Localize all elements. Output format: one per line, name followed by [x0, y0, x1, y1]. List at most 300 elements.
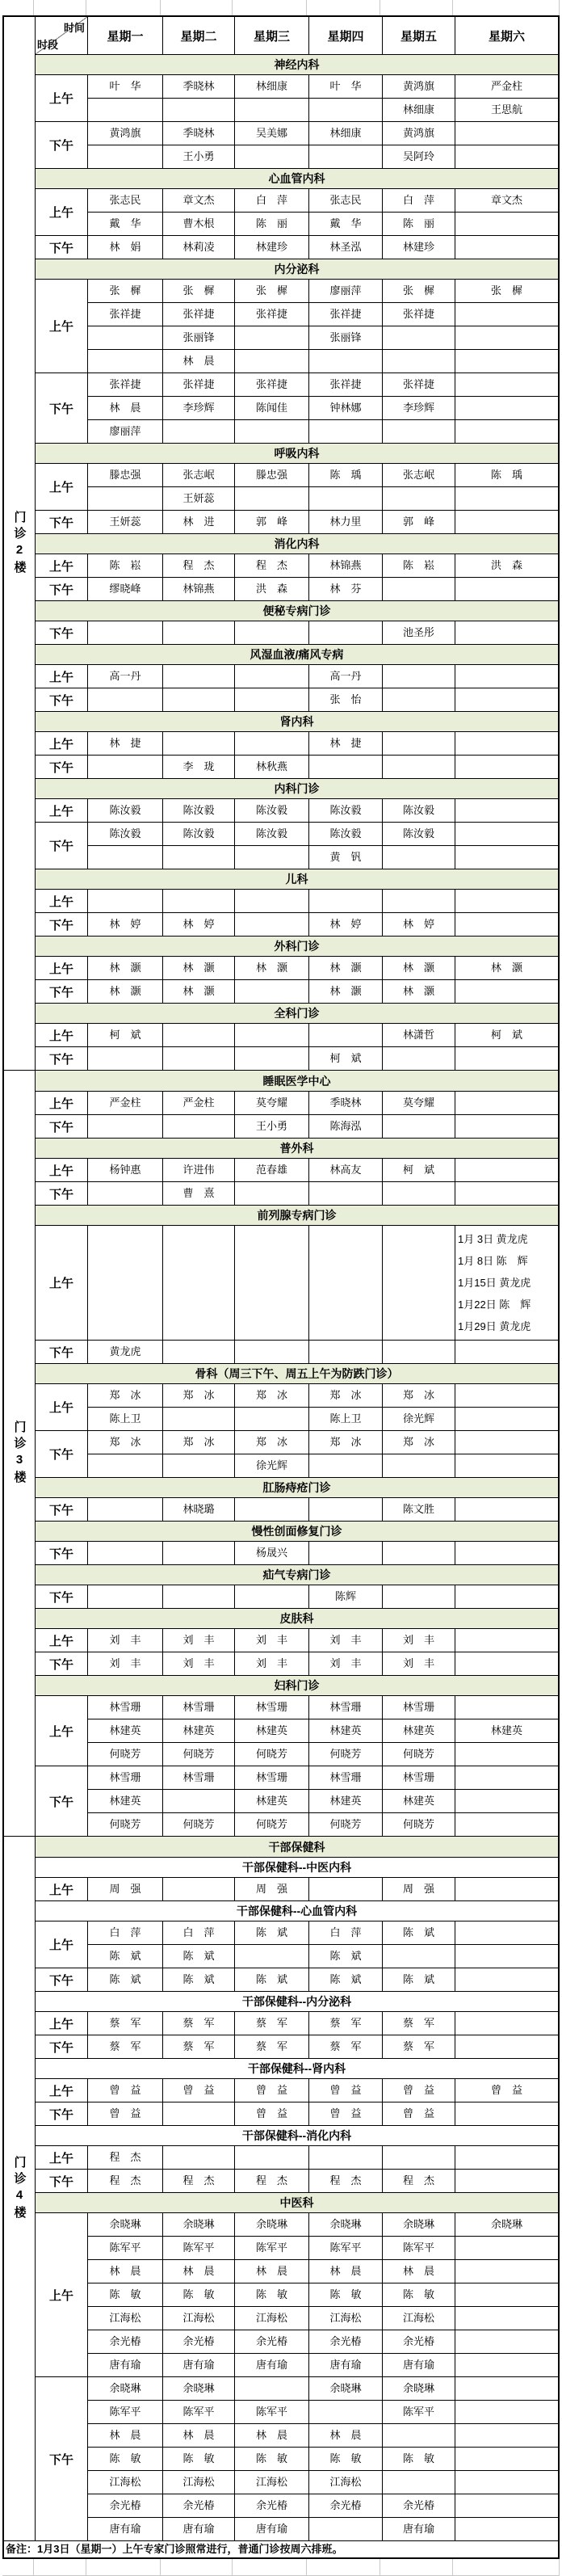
doctor-name-cell: 郑 冰 — [109, 1436, 141, 1448]
footnote: 备注：1月3日（星期一）上午专家门诊照常进行，普通门诊按周六排班。 — [4, 2540, 558, 2557]
doctor-name-cell: 林潇哲 — [382, 1024, 455, 1046]
schedule-cell-empty — [308, 2401, 382, 2423]
schedule-row — [88, 75, 558, 98]
schedule-cell-empty — [455, 1652, 558, 1675]
grid-cell — [34, 0, 86, 15]
period-label: 下午 — [36, 1766, 88, 1836]
spreadsheet-bottom-row — [2, 2559, 560, 2576]
period-rows — [88, 890, 558, 912]
doctor-name-cell: 白 萍 — [234, 189, 308, 212]
doctor-name-cell: 王小勇 — [162, 145, 234, 168]
schedule-row — [88, 756, 558, 778]
schedule-cell-empty — [382, 1945, 455, 1968]
schedule-cell-empty — [308, 2146, 382, 2169]
schedule-cell-empty — [308, 1024, 382, 1046]
doctor-name-cell: 林晓璐 — [162, 1498, 234, 1521]
period-label: 下午 — [36, 1968, 88, 1991]
doctor-name-cell: 陈汝毅 — [109, 804, 141, 816]
schedule-row — [88, 1878, 558, 1900]
schedule-row — [88, 1092, 558, 1114]
schedule-cell-empty — [382, 665, 455, 688]
period-block — [36, 621, 558, 644]
doctor-name-cell: 程 杰 — [109, 2151, 141, 2163]
doctor-name-cell: 林雪珊 — [308, 1696, 382, 1719]
schedule-cell-empty — [308, 756, 382, 778]
doctor-name-cell: 张祥捷 — [234, 303, 308, 326]
doctor-name-cell: 郑 冰 — [308, 1431, 382, 1454]
section-title: 干部保健科--内分泌科 — [36, 1991, 558, 2011]
doctor-name-cell: 张志岷 — [162, 464, 234, 486]
date-doctor-line: 1月15日 黄龙虎 — [458, 1277, 531, 1289]
doctor-name-cell: 蔡 军 — [109, 2040, 141, 2052]
doctor-name-cell: 江海松 — [308, 2471, 382, 2494]
schedule-row — [88, 845, 558, 869]
doctor-name-cell: 叶 华 — [109, 80, 141, 92]
doctor-name-cell: 蔡 军 — [162, 2012, 234, 2035]
section-title: 外科门诊 — [36, 936, 558, 956]
doctor-name-cell: 杨晟兴 — [234, 1542, 308, 1564]
period-block — [36, 2102, 558, 2125]
period-rows — [88, 122, 558, 168]
schedule-cell-empty — [162, 1585, 234, 1608]
doctor-name-cell: 张志民 — [308, 189, 382, 212]
schedule-cell-empty — [455, 2330, 558, 2353]
doctor-name-cell: 张祥捷 — [234, 373, 308, 396]
period-rows — [88, 1498, 558, 1521]
schedule-cell-empty — [234, 1945, 308, 1968]
doctor-name-cell: 陈 斌 — [162, 1945, 234, 1968]
doctor-name-cell: 林建英 — [234, 1790, 308, 1812]
schedule-cell-empty — [455, 122, 558, 145]
period-rows — [88, 2102, 558, 2125]
doctor-name-cell: 张丽锋 — [308, 326, 382, 349]
doctor-name-cell: 余光椿 — [234, 2494, 308, 2517]
doctor-name-cell: 陈 敏 — [308, 2448, 382, 2470]
doctor-name-cell: 曾 益 — [382, 2102, 455, 2125]
floor-content — [36, 17, 558, 1070]
doctor-name-cell: 陈汝毅 — [109, 827, 141, 840]
grid-cell — [380, 2559, 453, 2575]
schedule-row — [88, 326, 558, 349]
schedule-row — [88, 2423, 558, 2447]
schedule-cell-empty — [382, 1226, 455, 1340]
period-label: 下午 — [36, 980, 88, 1003]
schedule-cell-empty — [162, 420, 234, 443]
period-rows — [88, 280, 558, 373]
period-rows — [88, 189, 558, 235]
doctor-name-cell: 余光椿 — [109, 2499, 141, 2511]
doctor-name-cell: 张祥捷 — [382, 303, 455, 326]
doctor-name-cell: 林 婷 — [162, 913, 234, 936]
schedule-cell-empty — [234, 1226, 308, 1340]
doctor-name-cell: 程 杰 — [382, 2170, 455, 2192]
section-title: 消化内科 — [36, 533, 558, 554]
schedule-cell-empty — [162, 1790, 234, 1812]
schedule-cell-empty — [455, 326, 558, 349]
schedule-row — [88, 1384, 558, 1407]
schedule-row — [88, 280, 558, 302]
doctor-name-cell: 高一丹 — [109, 670, 141, 682]
doctor-name-cell: 柯 斌 — [308, 1047, 382, 1070]
section-title: 便秘专病门诊 — [36, 600, 558, 621]
schedule-cell-empty — [234, 688, 308, 711]
doctor-name-cell: 陈汝毅 — [162, 823, 234, 845]
period-label: 下午 — [36, 1115, 88, 1138]
doctor-name-cell: 林 捷 — [109, 737, 141, 749]
doctor-name-cell: 余晓琳 — [109, 2218, 141, 2230]
period-block — [36, 1383, 558, 1430]
period-block — [36, 1921, 558, 1968]
doctor-name-cell: 程 杰 — [234, 554, 308, 577]
period-block — [36, 577, 558, 600]
doctor-name-cell: 黄鸿旗 — [382, 75, 455, 98]
schedule-cell-empty — [234, 1585, 308, 1608]
schedule-cell-empty — [455, 2424, 558, 2447]
period-label: 上午 — [36, 464, 88, 510]
period-block — [36, 755, 558, 778]
schedule-cell-empty — [382, 1542, 455, 1564]
date-doctor-line: 1月29日 黄龙虎 — [458, 1320, 531, 1332]
section-title: 心血管内科 — [36, 168, 558, 188]
corner-label-time: 时间 — [63, 22, 85, 34]
schedule-cell-empty — [455, 756, 558, 778]
schedule-cell-empty — [234, 326, 308, 349]
period-label: 上午 — [36, 2012, 88, 2035]
period-label: 上午 — [36, 1878, 88, 1900]
floor-label-4F: 门诊4楼 — [4, 1836, 36, 2540]
doctor-name-cell: 余晓琳 — [382, 2213, 455, 2236]
doctor-name-cell: 季晓林 — [308, 1092, 382, 1114]
doctor-name-cell: 陈军平 — [109, 2241, 141, 2254]
doctor-name-cell: 陈 斌 — [234, 1968, 308, 1991]
doctor-name-cell: 林建英 — [234, 1719, 308, 1742]
schedule-cell-empty — [234, 2377, 308, 2400]
doctor-name-cell: 廖丽萍 — [109, 425, 141, 437]
period-label: 上午 — [36, 732, 88, 755]
period-rows — [88, 756, 558, 778]
period-rows — [88, 621, 558, 644]
doctor-name-cell: 戴 华 — [109, 217, 141, 229]
period-block — [36, 1695, 558, 1766]
doctor-name-cell: 林 灏 — [109, 962, 141, 974]
doctor-name-cell: 陈闻佳 — [234, 397, 308, 419]
period-label: 上午 — [36, 1384, 88, 1430]
schedule-cell-empty — [308, 145, 382, 168]
doctor-name-cell: 张 樨 — [382, 280, 455, 302]
schedule-cell-empty — [455, 2518, 558, 2540]
doctor-name-cell: 林雪珊 — [382, 1696, 455, 1719]
schedule-cell-empty — [455, 1945, 558, 1968]
schedule-row — [88, 2470, 558, 2494]
period-rows — [88, 75, 558, 121]
doctor-name-cell: 陈 敏 — [382, 2283, 455, 2306]
schedule-cell-empty — [382, 846, 455, 869]
doctor-name-cell: 余晓琳 — [234, 2213, 308, 2236]
schedule-cell-empty — [308, 420, 382, 443]
doctor-name-cell: 黄鸿旗 — [109, 127, 141, 139]
doctor-name-cell: 陈辉 — [308, 1585, 382, 1608]
doctor-name-cell: 余晓琳 — [162, 2377, 234, 2400]
schedule-cell-empty — [382, 2424, 455, 2447]
doctor-name-cell: 张 樨 — [234, 280, 308, 302]
doctor-name-cell: 唐有瑜 — [109, 2523, 141, 2535]
schedule-cell-empty — [234, 1498, 308, 1521]
doctor-name-cell: 林 灏 — [162, 957, 234, 979]
section-title: 骨科（周三下午、周五上午为防跌门诊） — [36, 1363, 558, 1383]
doctor-name-cell: 刘 丰 — [382, 1629, 455, 1652]
doctor-name-cell: 陈 丽 — [234, 213, 308, 235]
schedule-row — [88, 302, 558, 326]
doctor-name-cell: 林 灏 — [234, 957, 308, 979]
doctor-name-cell: 陈汝毅 — [234, 823, 308, 845]
schedule-row — [88, 1498, 558, 1521]
period-label: 上午 — [36, 189, 88, 235]
schedule-cell-empty — [382, 756, 455, 778]
schedule-row — [88, 1812, 558, 1836]
schedule-cell-empty — [455, 1790, 558, 1812]
doctor-name-cell: 林建英 — [308, 1719, 382, 1742]
schedule-cell-empty — [455, 846, 558, 869]
doctor-name-cell: 林雪珊 — [382, 1766, 455, 1789]
schedule-cell-empty — [455, 621, 558, 644]
schedule-cell-empty — [455, 1743, 558, 1766]
schedule-cell-empty — [455, 2237, 558, 2259]
period-label: 下午 — [36, 1341, 88, 1363]
doctor-name-cell: 张志民 — [109, 194, 141, 206]
schedule-row — [88, 578, 558, 600]
schedule-row — [88, 2353, 558, 2376]
doctor-name-cell: 王妍蕊 — [109, 516, 141, 528]
period-block — [36, 2035, 558, 2058]
schedule-cell-empty — [162, 1024, 234, 1046]
doctor-name-cell: 洪 森 — [234, 578, 308, 600]
schedule-cell-empty — [234, 1047, 308, 1070]
doctor-name-cell: 林雪珊 — [109, 1701, 141, 1713]
doctor-name-cell: 曹 熹 — [162, 1182, 234, 1205]
doctor-name-cell: 蔡 军 — [308, 2012, 382, 2035]
doctor-name-cell: 程 杰 — [162, 2170, 234, 2192]
schedule-cell-empty — [88, 145, 162, 168]
schedule-cell-empty — [308, 1182, 382, 1205]
doctor-name-cell: 刘 丰 — [109, 1657, 141, 1669]
period-block — [36, 554, 558, 577]
period-rows — [88, 1652, 558, 1675]
doctor-name-cell: 余晓琳 — [382, 2377, 455, 2400]
schedule-row — [88, 189, 558, 212]
doctor-name-cell: 林 晨 — [308, 2260, 382, 2283]
period-rows — [88, 1968, 558, 1991]
schedule-cell-empty — [308, 621, 382, 644]
doctor-name-cell: 何晓芳 — [162, 1743, 234, 1766]
schedule-cell-empty — [455, 1498, 558, 1521]
schedule-cell-empty — [455, 213, 558, 235]
doctor-name-cell: 余晓琳 — [308, 2377, 382, 2400]
period-rows — [88, 1585, 558, 1608]
schedule-cell-empty — [455, 303, 558, 326]
period-rows — [88, 554, 558, 577]
schedule-cell-empty — [455, 665, 558, 688]
doctor-name-cell: 张祥捷 — [308, 303, 382, 326]
schedule-cell-empty — [455, 2170, 558, 2192]
schedule-row — [88, 1454, 558, 1477]
schedule-cell-empty — [455, 487, 558, 510]
doctor-name-cell: 陈汝毅 — [308, 799, 382, 822]
doctor-name-cell: 郑 冰 — [162, 1384, 234, 1407]
schedule-cell-empty — [234, 913, 308, 936]
period-label: 下午 — [36, 122, 88, 168]
schedule-cell-empty — [88, 1542, 162, 1564]
schedule-cell-empty — [455, 1696, 558, 1719]
schedule-cell-empty — [162, 99, 234, 121]
schedule-cell-empty — [455, 1182, 558, 1205]
schedule-cell-empty — [162, 688, 234, 711]
period-block — [36, 822, 558, 869]
doctor-name-cell: 林建英 — [308, 1790, 382, 1812]
schedule-cell-empty — [455, 1766, 558, 1789]
doctor-name-cell: 陈 斌 — [109, 1950, 141, 1962]
period-block — [36, 510, 558, 533]
doctor-name-cell: 林 晨 — [109, 2429, 141, 2441]
schedule-row — [88, 823, 558, 845]
doctor-name-cell: 蔡 军 — [162, 2035, 234, 2058]
doctor-name-cell: 何晓芳 — [109, 1818, 141, 1830]
schedule-cell-empty — [234, 99, 308, 121]
doctor-name-cell: 曾 益 — [162, 2079, 234, 2102]
schedule-row — [88, 688, 558, 711]
period-label: 下午 — [36, 756, 88, 778]
schedule-cell-empty — [234, 1182, 308, 1205]
period-block — [36, 2212, 558, 2376]
doctor-name-cell: 曹木根 — [162, 213, 234, 235]
doctor-name-cell: 陈军平 — [382, 2401, 455, 2423]
schedule-row — [88, 2012, 558, 2035]
schedule-cell-empty — [162, 1542, 234, 1564]
period-label: 下午 — [36, 511, 88, 533]
schedule-cell-empty — [88, 99, 162, 121]
doctor-name-cell: 陈 敏 — [234, 2448, 308, 2470]
schedule-cell-empty — [308, 1498, 382, 1521]
schedule-cell-empty — [455, 1878, 558, 1900]
period-block — [36, 1023, 558, 1046]
doctor-name-cell: 林建英 — [382, 1719, 455, 1742]
doctor-name-cell: 张志岷 — [382, 464, 455, 486]
doctor-name-cell: 唐有瑜 — [308, 2354, 382, 2376]
doctor-name-cell: 郑 冰 — [234, 1384, 308, 1407]
period-label: 下午 — [36, 823, 88, 869]
doctor-name-cell: 林 灏 — [162, 980, 234, 1003]
doctor-name-cell: 林建英 — [162, 1719, 234, 1742]
schedule-row — [88, 1968, 558, 1991]
doctor-name-cell: 郑 冰 — [234, 1431, 308, 1454]
schedule-row — [88, 1024, 558, 1046]
grid-cell — [86, 0, 161, 15]
doctor-name-cell: 张 怡 — [308, 688, 382, 711]
period-block — [36, 1114, 558, 1138]
doctor-name-cell: 何晓芳 — [234, 1743, 308, 1766]
doctor-name-cell: 林雪珊 — [234, 1696, 308, 1719]
doctor-name-cell: 周 强 — [382, 1878, 455, 1900]
doctor-name-cell: 江海松 — [234, 2471, 308, 2494]
schedule-row — [88, 2170, 558, 2192]
period-block — [36, 373, 558, 443]
period-label: 下午 — [36, 2035, 88, 2058]
doctor-name-cell: 林建珍 — [382, 236, 455, 259]
doctor-name-cell: 郑 冰 — [308, 1384, 382, 1407]
doctor-name-cell: 陈 崧 — [382, 554, 455, 577]
period-rows — [88, 1341, 558, 1363]
schedule-row — [88, 1542, 558, 1564]
schedule-row — [88, 2283, 558, 2306]
schedule-row — [88, 2213, 558, 2236]
doctor-name-cell: 江海松 — [234, 2307, 308, 2330]
schedule-cell-empty — [455, 1431, 558, 1454]
doctor-name-cell: 林雪珊 — [109, 1771, 141, 1783]
doctor-name-cell: 缪晓峰 — [109, 583, 141, 595]
doctor-name-cell: 陈 斌 — [308, 1945, 382, 1968]
schedule-cell-empty — [162, 1878, 234, 1900]
doctor-name-cell: 陈上卫 — [308, 1408, 382, 1430]
doctor-name-cell: 江海松 — [308, 2307, 382, 2330]
period-label: 上午 — [36, 957, 88, 979]
period-label: 上午 — [36, 1024, 88, 1046]
schedule-row — [88, 122, 558, 145]
schedule-row — [88, 2330, 558, 2353]
doctor-name-cell: 余光椿 — [109, 2335, 141, 2347]
doctor-name-cell: 陈文胜 — [382, 1498, 455, 1521]
schedule-cell-empty — [455, 980, 558, 1003]
doctor-name-cell: 叶 华 — [308, 75, 382, 98]
doctor-name-cell: 唐有瑜 — [162, 2518, 234, 2540]
doctor-name-cell: 王小勇 — [234, 1115, 308, 1138]
schedule-row — [88, 1226, 558, 1340]
date-doctor-line: 1月 3日 黄龙虎 — [458, 1233, 528, 1245]
doctor-name-cell: 林 婷 — [308, 913, 382, 936]
schedule-row — [88, 1789, 558, 1812]
schedule-cell-empty — [382, 1047, 455, 1070]
doctor-name-cell: 林 晨 — [234, 2260, 308, 2283]
doctor-name-cell: 严金柱 — [162, 1092, 234, 1114]
doctor-name-cell: 张祥捷 — [382, 373, 455, 396]
schedule-cell-empty — [162, 1341, 234, 1363]
schedule-cell-empty — [234, 1341, 308, 1363]
period-rows — [88, 2377, 558, 2540]
schedule-row — [88, 1431, 558, 1454]
doctor-name-cell: 张祥捷 — [308, 373, 382, 396]
doctor-name-cell: 林 捷 — [308, 732, 382, 755]
period-rows — [88, 2213, 558, 2376]
section-title: 皮肤科 — [36, 1608, 558, 1628]
period-block — [36, 1046, 558, 1070]
period-block — [36, 1766, 558, 1836]
schedule-cell-empty — [308, 1226, 382, 1340]
schedule-cell-empty — [455, 2035, 558, 2058]
doctor-name-cell: 刘 丰 — [308, 1652, 382, 1675]
section-title: 内科门诊 — [36, 778, 558, 798]
doctor-name-cell: 严金柱 — [109, 1096, 141, 1109]
schedule-cell-empty — [234, 1024, 308, 1046]
schedule-row — [88, 2035, 558, 2058]
doctor-name-cell: 徐光辉 — [234, 1454, 308, 1477]
doctor-name-cell: 何晓芳 — [308, 1813, 382, 1836]
doctor-name-cell: 严金柱 — [455, 75, 558, 98]
doctor-name-cell: 季晓林 — [162, 75, 234, 98]
period-rows — [88, 1696, 558, 1766]
schedule-cell-empty — [455, 2260, 558, 2283]
schedule-cell-empty — [382, 1341, 455, 1363]
section-title: 全科门诊 — [36, 1003, 558, 1023]
doctor-name-cell: 刘 丰 — [382, 1652, 455, 1675]
doctor-name-cell: 王思航 — [455, 99, 558, 121]
